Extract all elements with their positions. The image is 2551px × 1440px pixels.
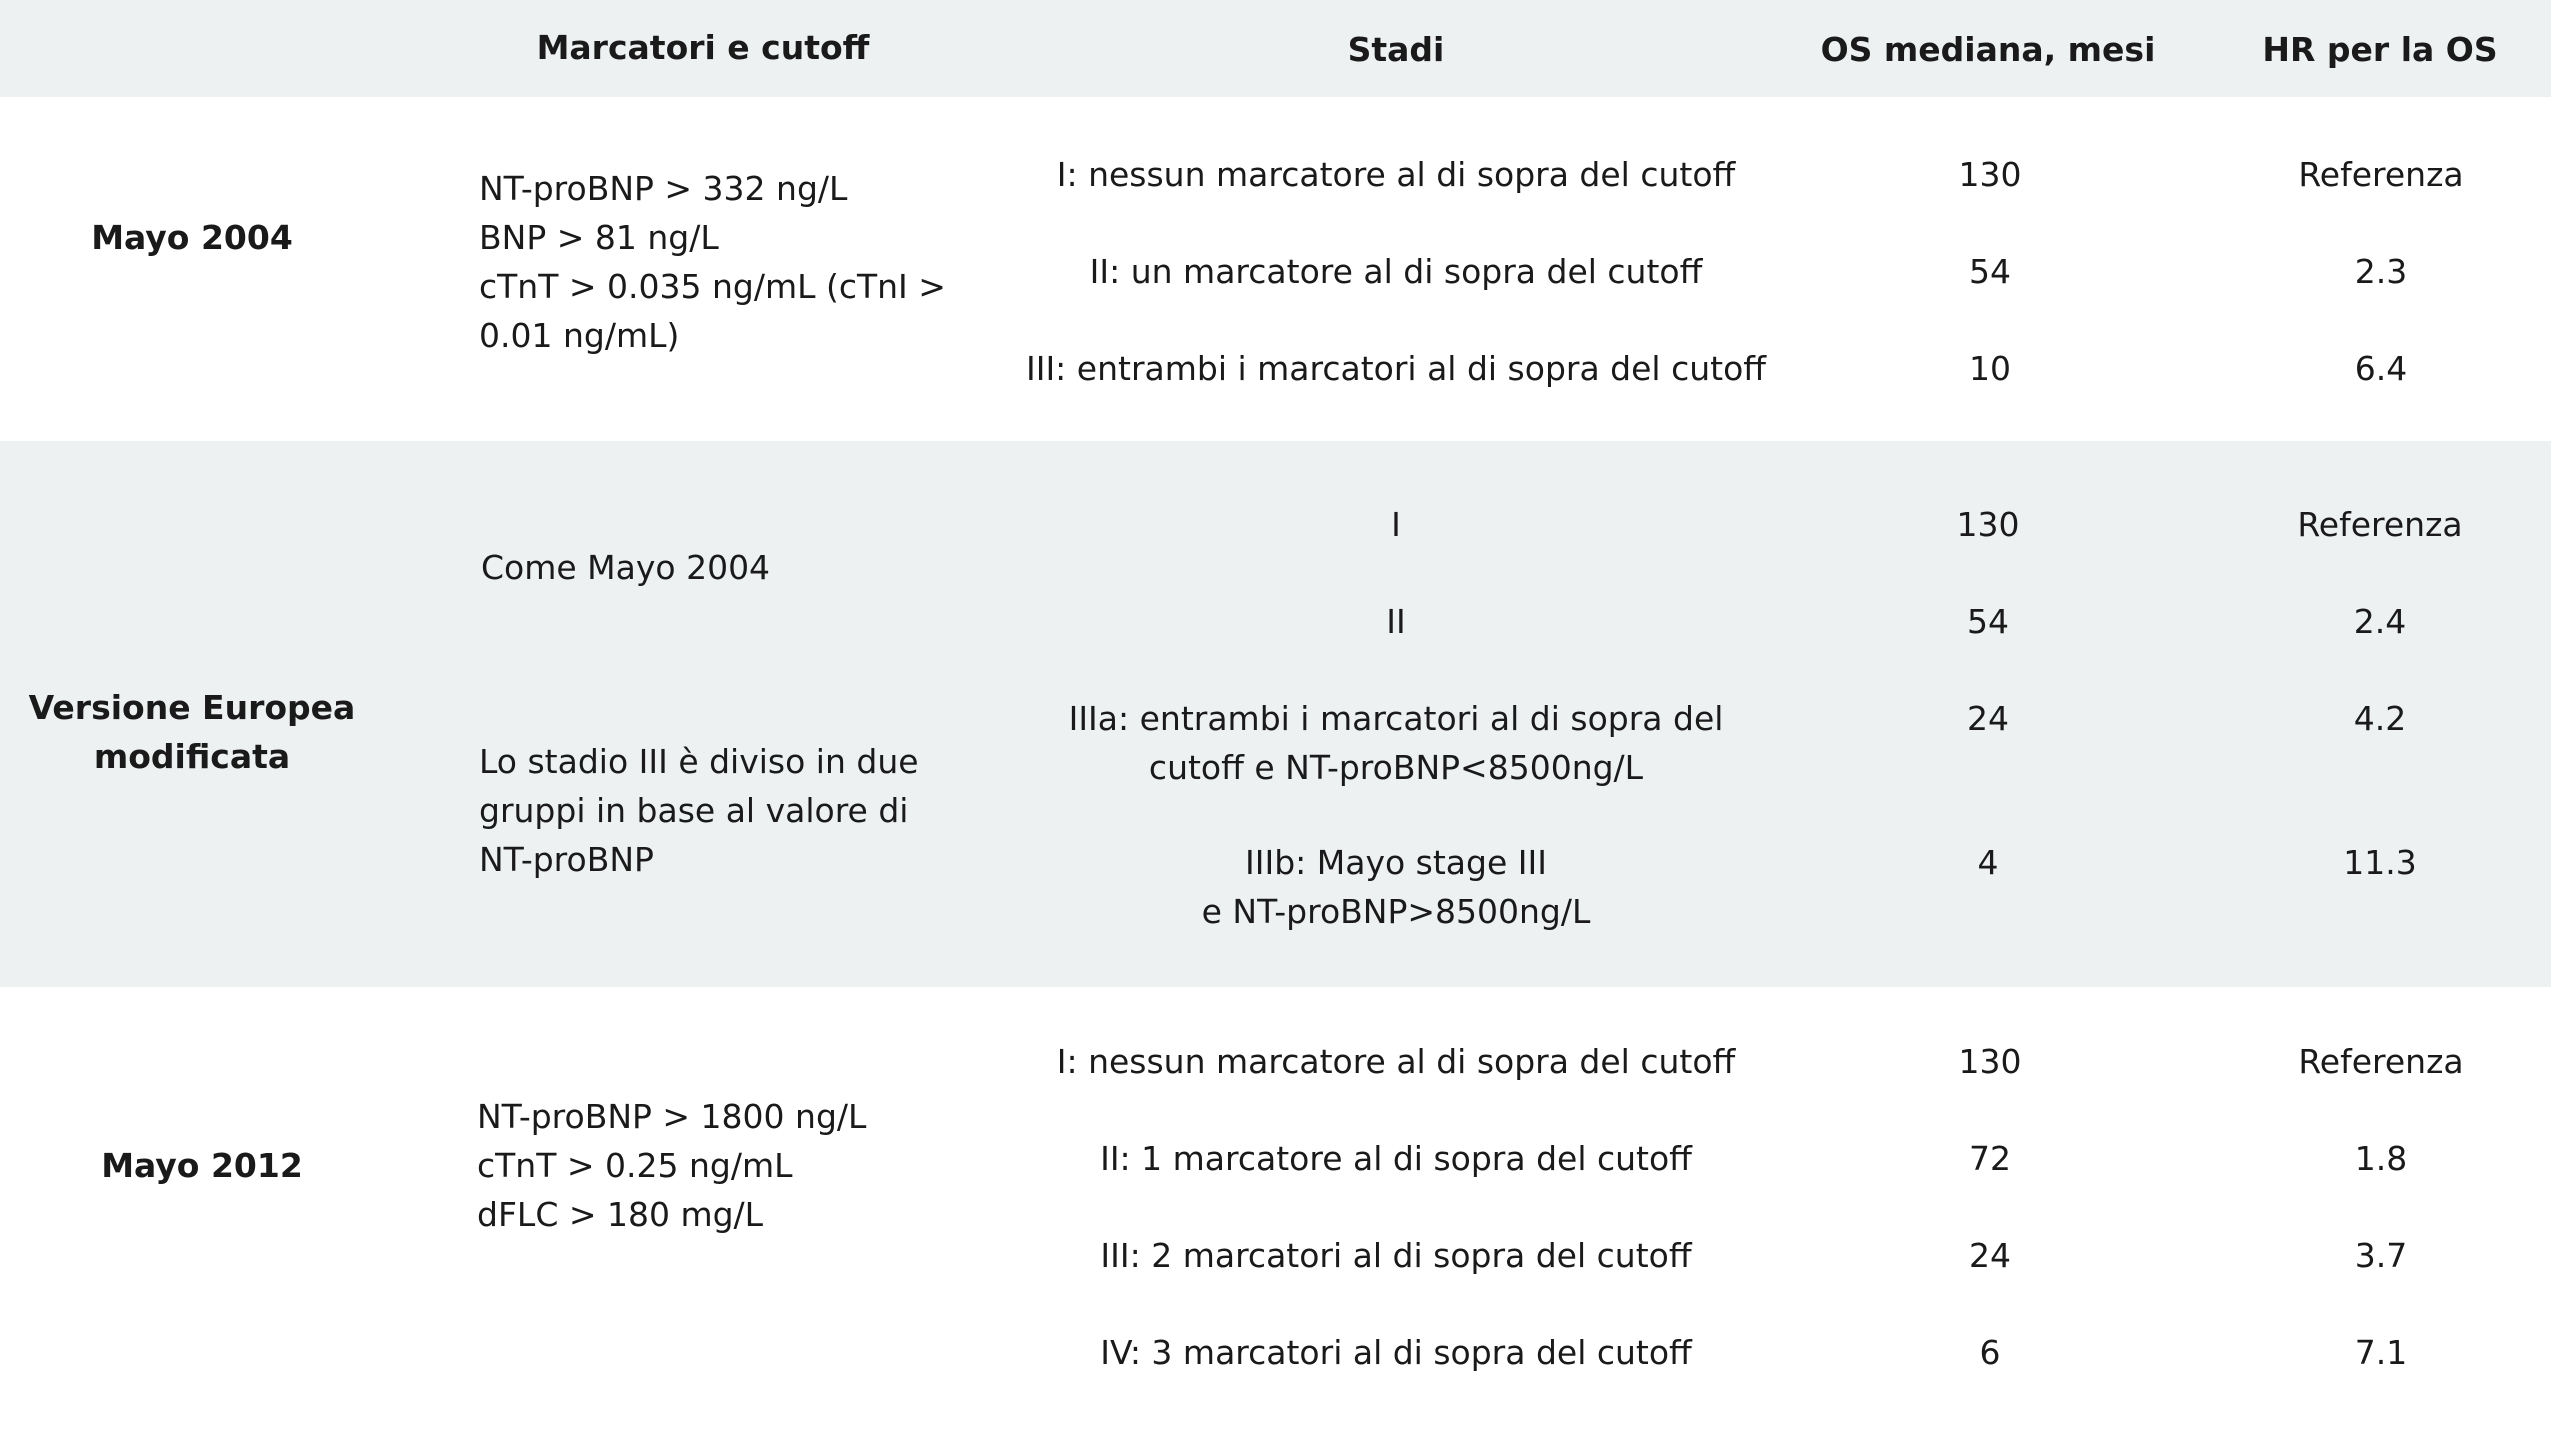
hr-value: 7.1	[2354, 1333, 2408, 1372]
hr-value: 3.7	[2354, 1236, 2408, 1275]
table-header-band	[0, 0, 2551, 97]
hr-value: Referenza	[2297, 505, 2463, 544]
stage-row: II	[1386, 602, 1406, 641]
os-value: 130	[1956, 505, 2020, 544]
stage-row: IIIb: Mayo stage III e NT-proBNP>8500ng/L	[1201, 843, 1591, 931]
os-value: 6	[1979, 1333, 2001, 1372]
system-name-european-modified: Versione Europea modificata	[28, 688, 356, 776]
hr-value: Referenza	[2298, 1042, 2464, 1081]
markers-european-split: Lo stadio III è diviso in due gruppi in base al valore di NT-proBNP	[479, 742, 919, 879]
os-value: 130	[1958, 1042, 2022, 1081]
stage-row: II: 1 marcatore al di sopra del cutoff	[1100, 1139, 1692, 1178]
system-name-mayo-2012: Mayo 2012	[101, 1146, 303, 1185]
header-hr-os: HR per la OS	[2262, 30, 2498, 69]
stage-row: I	[1391, 505, 1401, 544]
os-value: 24	[1969, 1236, 2011, 1275]
stage-row: IIIa: entrambi i marcatori al di sopra del cutoff e NT-proBNP<8500ng/L	[1068, 699, 1724, 787]
header-stages: Stadi	[1347, 30, 1445, 69]
os-value: 72	[1969, 1139, 2011, 1178]
header-markers-cutoff: Marcatori e cutoff	[536, 28, 870, 67]
header-median-os: OS mediana, mesi	[1820, 30, 2156, 69]
os-value: 4	[1977, 843, 1999, 882]
hr-value: 1.8	[2354, 1139, 2408, 1178]
os-value: 54	[1969, 252, 2011, 291]
stage-row: III: 2 marcatori al di sopra del cutoff	[1100, 1236, 1692, 1275]
os-value: 54	[1967, 602, 2009, 641]
stage-row: II: un marcatore al di sopra del cutoff	[1089, 252, 1703, 291]
markers-european-same: Come Mayo 2004	[481, 548, 771, 587]
stage-row: I: nessun marcatore al di sopra del cutoff	[1056, 1042, 1736, 1081]
hr-value: Referenza	[2298, 155, 2464, 194]
system-name-mayo-2004: Mayo 2004	[91, 218, 293, 257]
hr-value: 4.2	[2353, 699, 2407, 738]
markers-mayo-2012: NT-proBNP > 1800 ng/L cTnT > 0.25 ng/mL dFLC > 180 mg/L	[477, 1097, 867, 1234]
os-value: 24	[1967, 699, 2009, 738]
stage-row: III: entrambi i marcatori al di sopra del cutoff	[1025, 349, 1767, 388]
hr-value: 6.4	[2354, 349, 2408, 388]
hr-value: 11.3	[2343, 843, 2417, 882]
os-value: 130	[1958, 155, 2022, 194]
markers-mayo-2004: NT-proBNP > 332 ng/L BNP > 81 ng/L cTnT > 0.035 ng/mL (cTnI > 0.01 ng/mL)	[479, 169, 946, 355]
os-value: 10	[1969, 349, 2011, 388]
hr-value: 2.3	[2354, 252, 2408, 291]
stage-row: IV: 3 marcatori al di sopra del cutoff	[1100, 1333, 1692, 1372]
stage-row: I: nessun marcatore al di sopra del cutoff	[1056, 155, 1736, 194]
hr-value: 2.4	[2353, 602, 2407, 641]
